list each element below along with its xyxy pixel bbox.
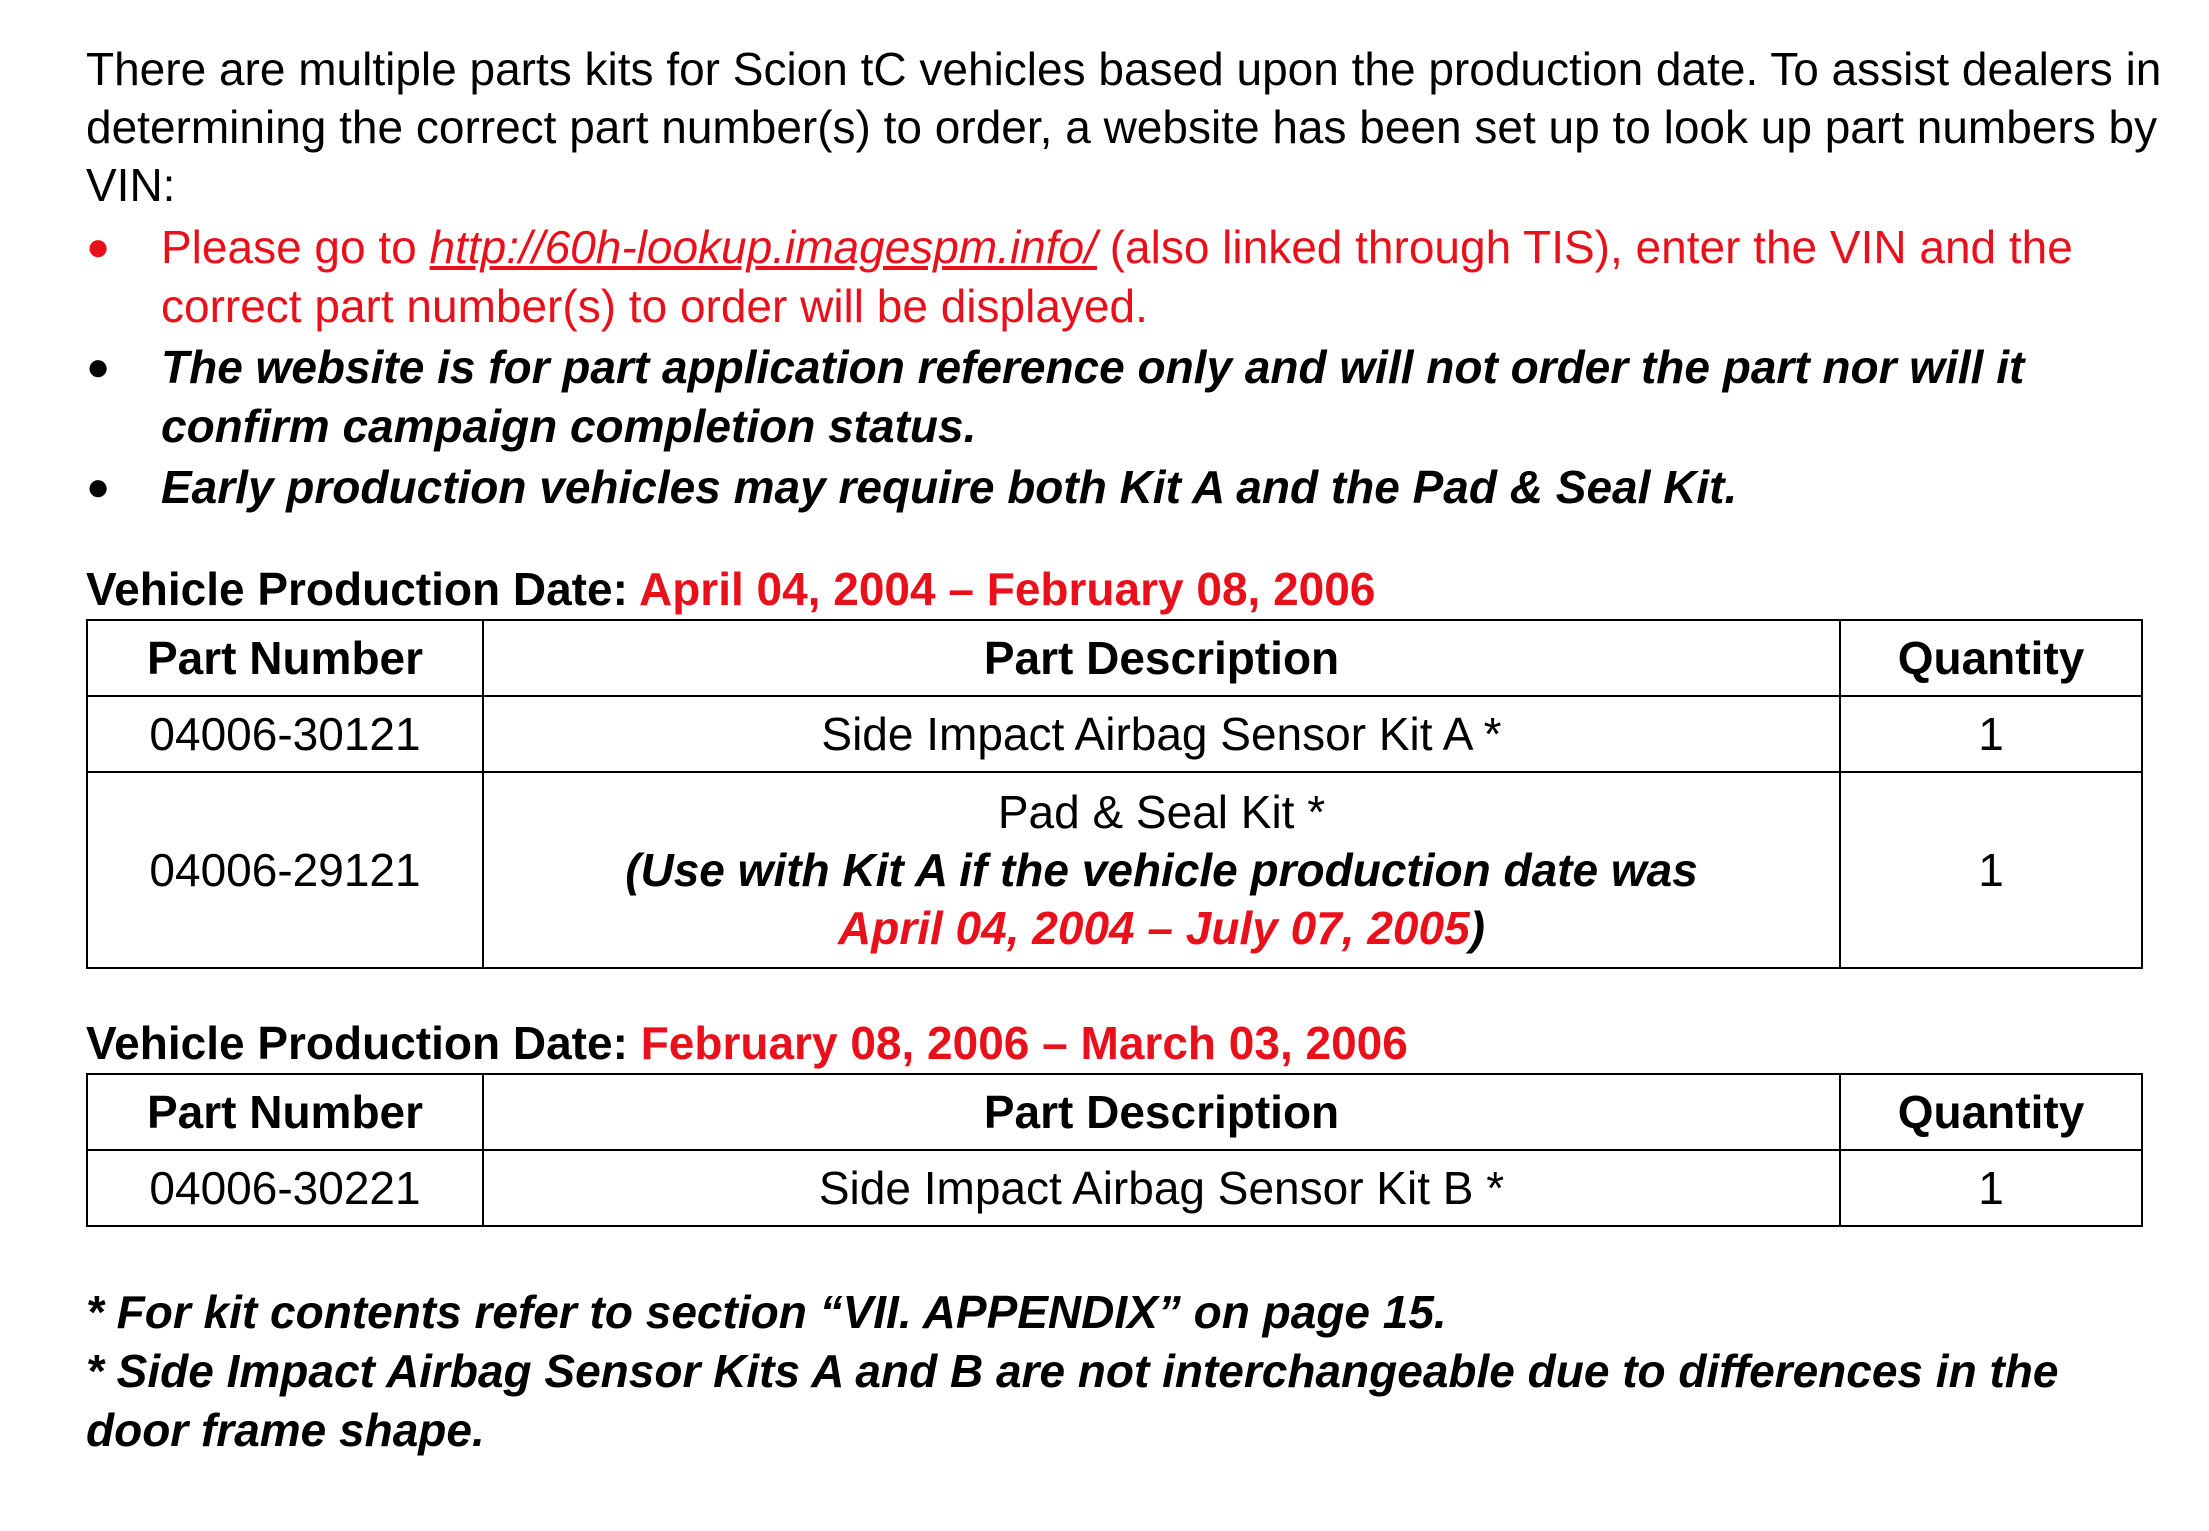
bullet-reference-only — [86, 338, 2186, 456]
footnote-appendix: * For kit contents refer to section “VII. APPENDIX” on page 15. — [86, 1286, 1447, 1338]
table2-label: Vehicle Production Date: — [86, 1017, 641, 1069]
lookup-link[interactable]: http://60h-lookup.imagespm.info/ — [429, 221, 1097, 273]
table1-date-range: April 04, 2004 – February 08, 2006 — [638, 563, 1376, 615]
cell-description: Side Impact Airbag Sensor Kit A * — [483, 696, 1840, 772]
table2-heading — [86, 1015, 2186, 1071]
bullet-reference-text: The website is for part application reference only and will not order the part nor will it confirm campaign completion status. — [161, 341, 2025, 452]
table-header-row — [87, 1074, 2142, 1150]
document-page — [86, 40, 2186, 1460]
instruction-list — [86, 218, 2186, 517]
bullet-dot-icon: ● — [86, 345, 111, 389]
cell-description — [483, 772, 1840, 968]
cell-part-number: 04006-30221 — [87, 1150, 483, 1226]
header-part-number: Part Number — [87, 620, 483, 696]
header-quantity: Quantity — [1840, 620, 2142, 696]
note-suffix: ) — [1469, 902, 1485, 954]
footnotes — [86, 1283, 2166, 1460]
cell-description-note — [484, 841, 1839, 957]
cell-description-title: Pad & Seal Kit * — [997, 786, 1326, 838]
bullet-dot-icon: ● — [86, 465, 111, 509]
table1-heading — [86, 561, 2186, 617]
bullet-early-production — [86, 458, 2186, 517]
parts-table-1 — [86, 619, 2143, 969]
table-row — [87, 1150, 2142, 1226]
cell-part-number: 04006-30121 — [87, 696, 483, 772]
cell-quantity: 1 — [1840, 1150, 2142, 1226]
footnote-interchangeable: * Side Impact Airbag Sensor Kits A and B are not interchangeable due to differences in the door frame shape. — [86, 1345, 2059, 1456]
cell-description: Side Impact Airbag Sensor Kit B * — [483, 1150, 1840, 1226]
table-row — [87, 772, 2142, 968]
intro-paragraph: There are multiple parts kits for Scion tC vehicles based upon the production date. To assist dealers in determining the correct part number(s) to order, a website has been set up to look up part numbers by VIN: — [86, 43, 2162, 211]
header-part-description: Part Description — [483, 1074, 1840, 1150]
note-date-range: April 04, 2004 – July 07, 2005 — [838, 902, 1470, 954]
header-quantity: Quantity — [1840, 1074, 2142, 1150]
bullet-website-prefix: Please go to — [161, 221, 430, 273]
cell-quantity: 1 — [1840, 696, 2142, 772]
bullet-website-suffix: (also linked through TIS), enter the VIN and the correct part number(s) to order will be displayed. — [161, 221, 2073, 332]
parts-table-2 — [86, 1073, 2143, 1227]
table-row — [87, 696, 2142, 772]
bullet-early-text: Early production vehicles may require both Kit A and the Pad & Seal Kit. — [161, 461, 1738, 513]
header-part-description: Part Description — [483, 620, 1840, 696]
table2-date-range: February 08, 2006 – March 03, 2006 — [640, 1017, 1408, 1069]
cell-quantity: 1 — [1840, 772, 2142, 968]
table-header-row — [87, 620, 2142, 696]
bullet-dot-icon: ● — [86, 225, 111, 269]
bullet-website — [86, 218, 2186, 336]
header-part-number: Part Number — [87, 1074, 483, 1150]
table1-label: Vehicle Production Date: — [86, 563, 639, 615]
note-prefix: (Use with Kit A if the vehicle production date was — [625, 844, 1698, 896]
cell-part-number: 04006-29121 — [87, 772, 483, 968]
